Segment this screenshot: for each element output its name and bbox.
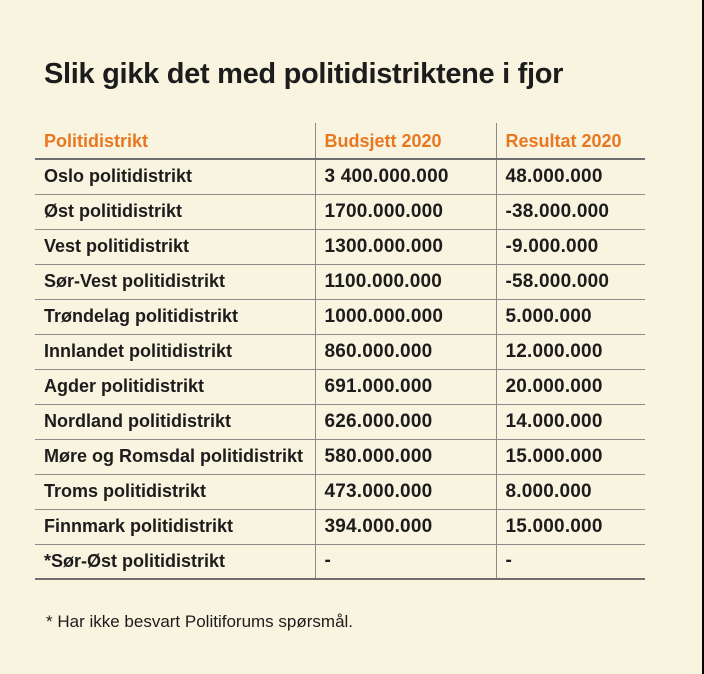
table-row (35, 299, 645, 334)
table-row (35, 229, 645, 264)
table-row (35, 439, 645, 474)
budget-cell: 473.000.000 (315, 474, 496, 509)
table-row (35, 369, 645, 404)
result-cell: -58.000.000 (496, 264, 645, 299)
district-cell: Trøndelag politidistrikt (35, 299, 315, 334)
budget-table (35, 123, 645, 580)
footnote: * Har ikke besvart Politiforums spørsmål. (46, 612, 354, 631)
result-cell: 15.000.000 (496, 439, 645, 474)
table-row (35, 509, 645, 544)
budget-cell: 580.000.000 (315, 439, 496, 474)
table-row (35, 474, 645, 509)
result-cell: 14.000.000 (496, 404, 645, 439)
table-row (35, 194, 645, 229)
result-cell: - (496, 544, 645, 579)
result-cell: 15.000.000 (496, 509, 645, 544)
table-row (35, 159, 645, 194)
district-cell: Vest politidistrikt (35, 229, 315, 264)
result-cell: -38.000.000 (496, 194, 645, 229)
district-cell: Agder politidistrikt (35, 369, 315, 404)
budget-cell: 1700.000.000 (315, 194, 496, 229)
district-cell: Øst politidistrikt (35, 194, 315, 229)
budget-cell: 691.000.000 (315, 369, 496, 404)
district-cell: Oslo politidistrikt (35, 159, 315, 194)
budget-cell: 3 400.000.000 (315, 159, 496, 194)
district-cell: Troms politidistrikt (35, 474, 315, 509)
result-cell: 20.000.000 (496, 369, 645, 404)
district-cell: *Sør-Øst politidistrikt (35, 544, 315, 579)
budget-cell: 860.000.000 (315, 334, 496, 369)
district-cell: Møre og Romsdal politidistrikt (35, 439, 315, 474)
district-cell: Innlandet politidistrikt (35, 334, 315, 369)
result-cell: 8.000.000 (496, 474, 645, 509)
table-row (35, 264, 645, 299)
column-header-budget: Budsjett 2020 (315, 123, 496, 159)
budget-cell: 1300.000.000 (315, 229, 496, 264)
table-row (35, 334, 645, 369)
district-cell: Nordland politidistrikt (35, 404, 315, 439)
district-cell: Sør-Vest politidistrikt (35, 264, 315, 299)
budget-cell: 626.000.000 (315, 404, 496, 439)
column-header-district: Politidistrikt (35, 123, 315, 159)
page-title: Slik gikk det med politidistriktene i fjor (44, 58, 564, 90)
result-cell: 5.000.000 (496, 299, 645, 334)
table-row (35, 404, 645, 439)
district-cell: Finnmark politidistrikt (35, 509, 315, 544)
table-row (35, 544, 645, 579)
budget-cell: 1100.000.000 (315, 264, 496, 299)
table-header-row (35, 123, 645, 159)
result-cell: -9.000.000 (496, 229, 645, 264)
result-cell: 12.000.000 (496, 334, 645, 369)
budget-cell: 1000.000.000 (315, 299, 496, 334)
budget-cell: 394.000.000 (315, 509, 496, 544)
result-cell: 48.000.000 (496, 159, 645, 194)
budget-cell: - (315, 544, 496, 579)
column-header-result: Resultat 2020 (496, 123, 645, 159)
